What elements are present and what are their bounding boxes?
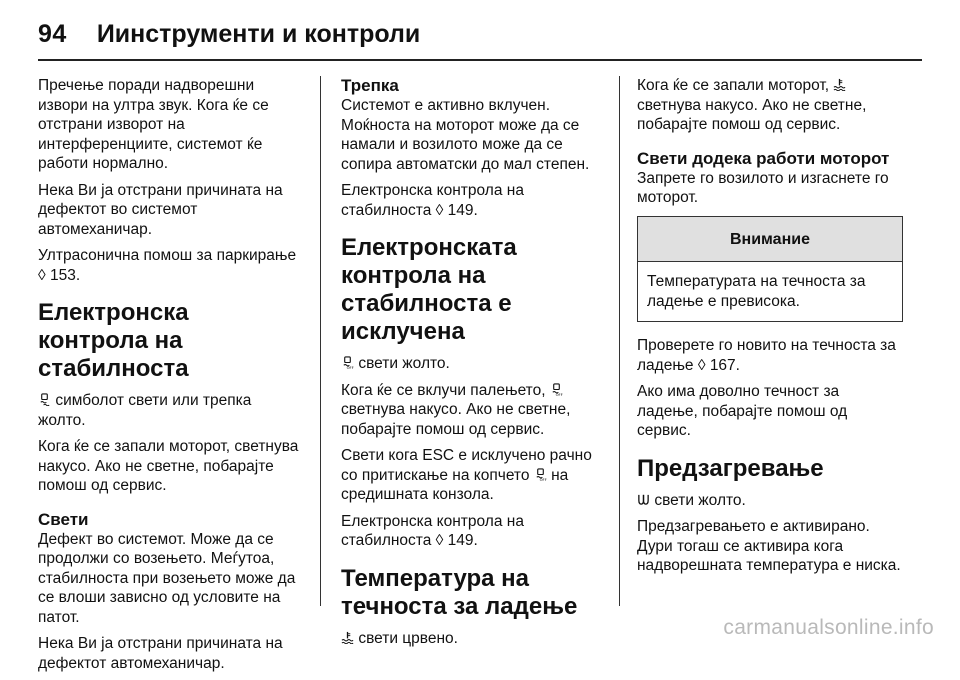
paragraph (637, 491, 903, 511)
section-heading-coolant: Температура на течноста за ладење (341, 564, 578, 620)
paragraph-text: светнува накусо. Ако не светне, побарајте помош од сервис. (637, 96, 867, 133)
paragraph-text: Кога ќе се запали моторот, (637, 77, 830, 94)
paragraph: Пречење поради надворешни извори на ултра звук. Кога ќе се отстрани изворот на интерференциите, системот ќе работи нормално. (38, 77, 269, 172)
page-number: 94 (38, 19, 67, 48)
warning-title: Внимание (638, 217, 902, 263)
esc-skid-icon (38, 393, 51, 406)
paragraph (341, 446, 603, 505)
column-divider (619, 76, 620, 606)
paragraph (38, 437, 300, 496)
paragraph: Предзагревањето е активирано. Дури тогаш се активира кога надворешната температура е ниска. (637, 518, 901, 574)
glow-plug-icon (637, 493, 650, 506)
column-middle (341, 76, 603, 655)
coolant-temperature-icon (833, 78, 846, 91)
paragraph-text: светнува накусо. Ако не светне, побарајте помош од сервис. (341, 401, 571, 438)
subheading-engine-running: Свети додека работи моторот (637, 148, 890, 168)
watermark: carmanualsonline.info (723, 616, 934, 639)
esc-off-icon (341, 356, 354, 369)
paragraph: Електронска контрола на стабилноста ◊ 149. (341, 512, 524, 549)
column-divider (320, 76, 321, 606)
paragraph-text: симболот свети или трепка жолто. (38, 392, 252, 429)
paragraph (38, 391, 300, 430)
esc-off-icon (550, 383, 563, 396)
paragraph: Запрете го возилото и изгаснете го моторот. (637, 169, 889, 206)
paragraph (341, 354, 603, 374)
paragraph-text: свети жолто. (358, 355, 450, 372)
paragraph-text: свети жолто. (654, 491, 746, 509)
paragraph-text: Свети кога ESC е исклучено рачно со притискање на копчето (341, 447, 592, 484)
paragraph-text: Кога ќе се запали моторот, светнува накусо. Ако не светне, побарајте помош од сервис. (38, 438, 299, 494)
paragraph: Системот е активно вклучен. Моќноста на моторот може да се намали и возилото може да се сопира автоматски до мал степен. (341, 97, 590, 173)
warning-box (637, 216, 903, 323)
section-heading-esc: Електронска контрола на стабилноста (38, 299, 189, 382)
section-heading-preheat: Предзагревање (637, 454, 824, 482)
esc-off-icon (534, 468, 547, 481)
column-right (637, 76, 903, 583)
paragraph: Ултрасонична помош за паркирање ◊ 153. (38, 247, 297, 284)
section-heading-esc-off: Електронската контрола на стабилноста е исклучена (341, 234, 517, 345)
paragraph: Дефект во системот. Може да се продолжи со возењето. Меѓутоа, стабилноста при возењето може да се влоши зависно од условите на патот. (38, 530, 296, 626)
paragraph: Ако има доволно течност за ладење, побарајте помош од сервис. (637, 383, 848, 439)
header-rule (38, 59, 922, 61)
chapter-title: Иинструменти и контроли (96, 19, 421, 48)
subheading-trepka: Трепка (341, 76, 399, 95)
column-left (38, 76, 300, 680)
paragraph: Проверете го новито на течноста за ладење ◊ 167. (637, 337, 896, 374)
warning-body: Температурата на течноста за ладење е превисока. (647, 273, 866, 310)
paragraph-text: на средишната конзола. (341, 466, 569, 503)
page-header (38, 14, 420, 54)
paragraph-text: свети црвено. (358, 629, 458, 647)
paragraph: Нека Ви ја отстрани причината на дефектот во системот автомеханичар. (38, 181, 283, 238)
paragraph-text: Кога ќе се вклучи палењето, (341, 381, 546, 399)
subheading-sveti: Свети (38, 509, 89, 529)
paragraph: Електронска контрола на стабилноста ◊ 149. (341, 182, 524, 219)
paragraph (341, 629, 603, 649)
paragraph (341, 381, 603, 440)
paragraph (637, 76, 903, 135)
paragraph: Нека Ви ја отстрани причината на дефектот автомеханичар. (38, 635, 283, 672)
